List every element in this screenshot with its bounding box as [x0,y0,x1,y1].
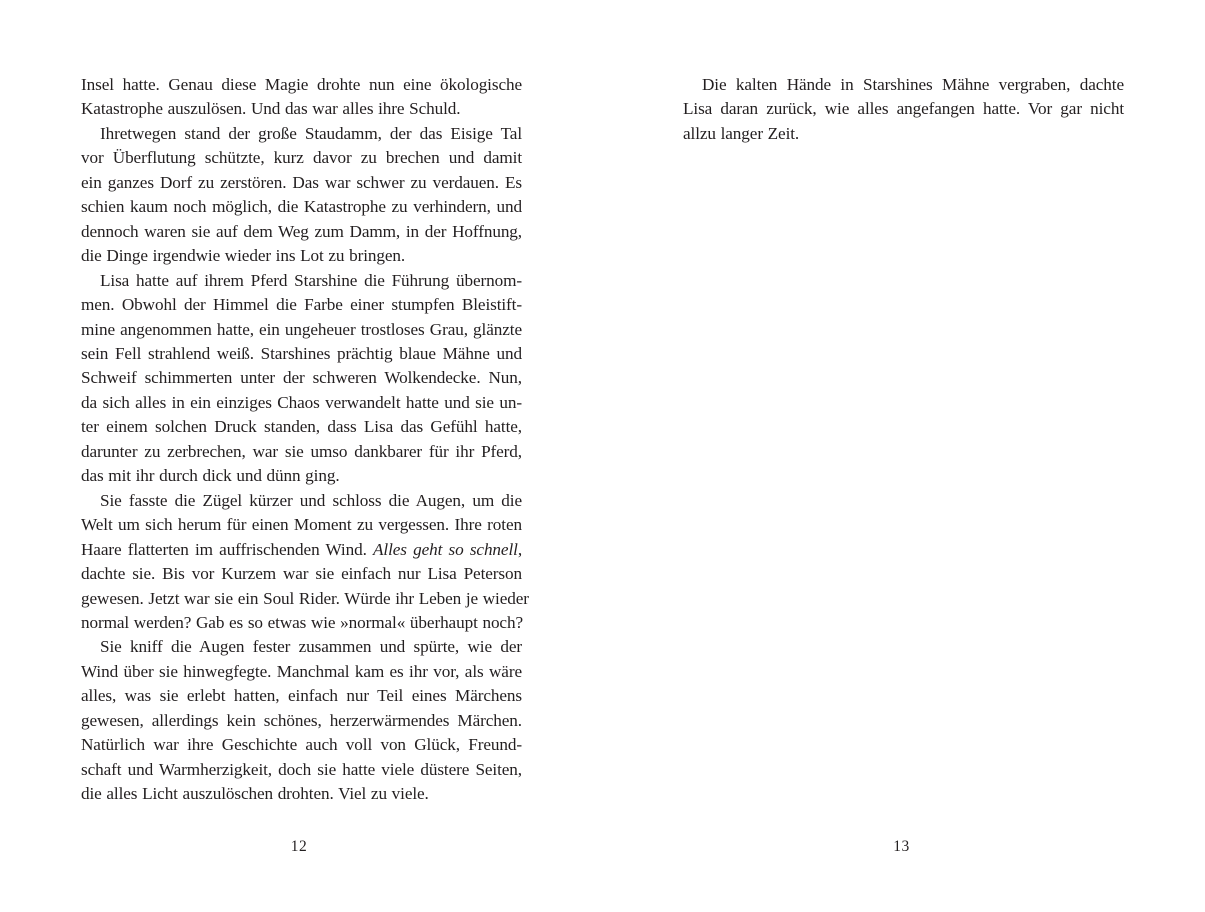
text-line: ter einem solchen Druck standen, dass Lisa das Gefühl hatte, [81,417,522,437]
right-page-text [683,73,1124,146]
text-line: men. Obwohl der Himmel die Farbe einer stumpfen Bleistift- [81,295,522,315]
paragraph [683,73,1124,146]
text-line: Die kalten Hände in Starshines Mähne vergraben, dachte [702,75,1124,94]
text-line: Sie fasste die Zügel kürzer und schloss die Augen, um die [100,490,522,510]
text-line: alles, was sie erlebt hatten, einfach nur Teil eines Märchens [81,686,522,706]
text-line: normal werden? Gab es so etwas wie »normal« überhaupt noch? [81,612,523,632]
paragraph [81,73,522,122]
paragraph [81,489,529,636]
text-line: gewesen. Jetzt war sie ein Soul Rider. Würde ihr Leben je wieder [81,588,529,608]
text-line: Insel hatte. Genau diese Magie drohte nun eine ökologische [81,75,522,94]
text-line: schien kaum noch möglich, die Katastrophe zu verhindern, und [81,197,522,217]
text-line: allzu langer Zeit. [683,123,800,143]
paragraph [81,635,522,806]
text-line: mine angenommen hatte, ein ungeheuer trostloses Grau, glänzte [81,319,522,339]
right-page [602,0,1205,912]
text-fragment: Haare flatterten im auffrischenden Wind. [81,539,367,559]
text-line: Ihretwegen stand der große Staudamm, der das Eisige Tal [100,123,522,143]
text-line: Lisa daran zurück, wie alles angefangen hatte. Vor gar nicht [683,99,1124,119]
left-page-text [81,73,529,807]
paragraph [81,122,522,269]
italic-thought: Alles geht so schnell [373,539,518,559]
text-line: schaft und Warmherzigkeit, doch sie hatte viele düstere Seiten, [81,759,522,779]
text-line: dachte sie. Bis vor Kurzem war sie einfach nur Lisa Peterson [81,564,522,584]
text-line: das mit ihr durch dick und dünn ging. [81,466,340,486]
text-line: Katastrophe auszulösen. Und das war alles ihre Schuld. [81,99,461,119]
text-line: darunter zu zerbrechen, war sie umso dankbarer für ihr Pferd, [81,441,522,461]
text-line: Welt um sich herum für einen Moment zu vergessen. Ihre roten [81,515,522,535]
text-line: vor Überflutung schützte, kurz davor zu brechen und damit [81,148,522,168]
text-line: Natürlich war ihre Geschichte auch voll von Glück, Freund- [81,735,522,755]
page-number: 13 [893,838,910,855]
text-line: Schweif schimmerten unter der schweren Wolkendecke. Nun, [81,368,522,388]
text-line: Sie kniff die Augen fester zusammen und spürte, wie der [100,637,522,657]
text-line: sein Fell strahlend weiß. Starshines prächtig blaue Mähne und [81,343,522,363]
text-fragment: , [517,539,523,559]
left-page [0,0,602,912]
text-line: die alles Licht auszulöschen drohten. Viel zu viele. [81,784,429,804]
text-line: Wind über sie hinwegfegte. Manchmal kam es ihr vor, als wäre [81,661,522,681]
text-line: die Dinge irgendwie wieder ins Lot zu bringen. [81,246,406,266]
text-line: gewesen, allerdings kein schönes, herzerwärmendes Märchen. [81,710,522,730]
text-line: da sich alles in ein einziges Chaos verwandelt hatte und sie un- [81,392,522,412]
text-line: dennoch waren sie auf dem Weg zum Damm, in der Hoffnung, [81,221,522,241]
page-number: 12 [290,838,308,855]
paragraph [81,269,522,489]
text-line-with-italic [81,538,522,562]
text-line: ein ganzes Dorf zu zerstören. Das war schwer zu verdauen. Es [81,172,522,192]
text-line: Lisa hatte auf ihrem Pferd Starshine die Führung übernom- [100,270,522,290]
